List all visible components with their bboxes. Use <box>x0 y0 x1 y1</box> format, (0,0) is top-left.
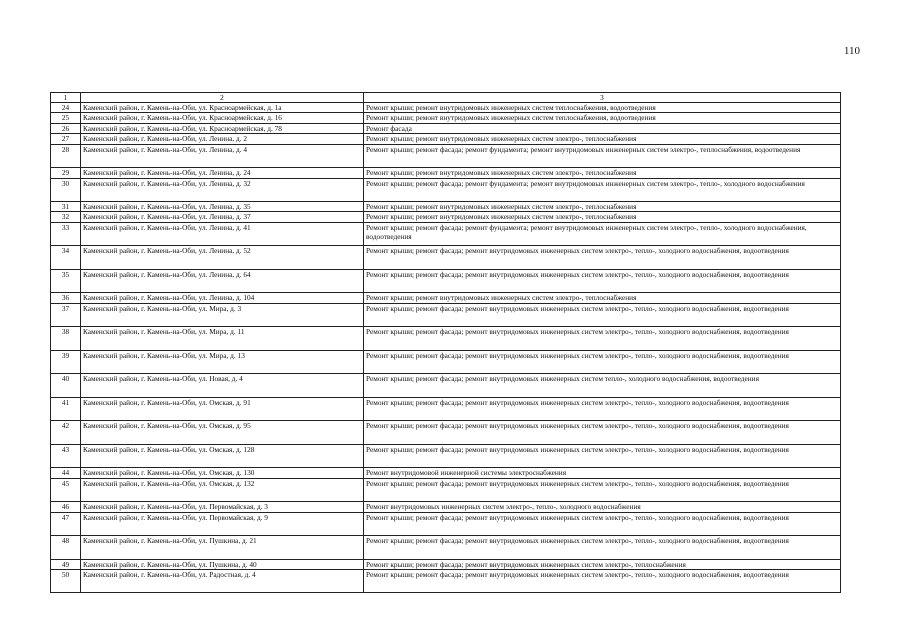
row-number-cell: 27 <box>51 134 81 144</box>
table-row <box>51 269 841 293</box>
row-number-cell: 32 <box>51 212 81 222</box>
table-row <box>51 444 841 468</box>
row-number-cell: 34 <box>51 246 81 270</box>
row-number-cell: 43 <box>51 444 81 468</box>
works-cell: Ремонт крыши; ремонт внутридомовых инженерных систем электро-, теплоснабжения <box>364 202 841 212</box>
table-row <box>51 113 841 123</box>
address-cell: Каменский район, г. Камень-на-Оби, ул. Омская, д. 91 <box>81 397 364 421</box>
row-number-cell: 38 <box>51 327 81 351</box>
row-number-cell: 50 <box>51 569 81 593</box>
table-row <box>51 327 841 351</box>
table-row <box>51 168 841 178</box>
row-number-cell: 37 <box>51 303 81 327</box>
works-cell: Ремонт крыши; ремонт фасада; ремонт внутридомовых инженерных систем электро-, тепло-, холодного водоснабжения, водоотведения <box>364 444 841 468</box>
address-cell: Каменский район, г. Камень-на-Оби, ул. Мира, д. 11 <box>81 327 364 351</box>
address-cell: Каменский район, г. Камень-на-Оби, ул. Ленина, д. 2 <box>81 134 364 144</box>
table-row <box>51 478 841 502</box>
table-row <box>51 202 841 212</box>
address-cell: Каменский район, г. Камень-на-Оби, ул. Ленина, д. 24 <box>81 168 364 178</box>
table-body <box>51 103 841 593</box>
row-number-cell: 29 <box>51 168 81 178</box>
page-number: 110 <box>843 45 860 57</box>
address-cell: Каменский район, г. Камень-на-Оби, ул. Ленина, д. 4 <box>81 144 364 168</box>
address-cell: Каменский район, г. Камень-на-Оби, ул. Омская, д. 132 <box>81 478 364 502</box>
repair-registry-table <box>50 92 841 593</box>
works-cell: Ремонт крыши; ремонт фасада; ремонт внутридомовых инженерных систем электро-, теплоснабжения <box>364 559 841 569</box>
address-cell: Каменский район, г. Камень-на-Оби, ул. Ленина, д. 35 <box>81 202 364 212</box>
row-number-cell: 49 <box>51 559 81 569</box>
works-cell: Ремонт внутридомовых инженерных систем электро-, тепло-, холодного водоснабжения <box>364 502 841 512</box>
address-cell: Каменский район, г. Камень-на-Оби, ул. Ленина, д. 37 <box>81 212 364 222</box>
table-row <box>51 374 841 398</box>
address-cell: Каменский район, г. Камень-на-Оби, ул. Радостная, д. 4 <box>81 569 364 593</box>
table-row <box>51 512 841 536</box>
table-row <box>51 222 841 246</box>
address-cell: Каменский район, г. Камень-на-Оби, ул. Ленина, д. 52 <box>81 246 364 270</box>
works-cell: Ремонт крыши; ремонт фасада; ремонт внутридомовых инженерных систем электро-, тепло-, холодного водоснабжения, водоотведения <box>364 536 841 560</box>
row-number-cell: 44 <box>51 468 81 478</box>
address-cell: Каменский район, г. Камень-на-Оби, ул. Пушкина, д. 21 <box>81 536 364 560</box>
table-row <box>51 468 841 478</box>
address-cell: Каменский район, г. Камень-на-Оби, ул. Пушкина, д. 40 <box>81 559 364 569</box>
row-number-cell: 31 <box>51 202 81 212</box>
works-cell: Ремонт крыши; ремонт фасада; ремонт фундамента; ремонт внутридомовых инженерных систем электро-, теплоснабжения, водоотведения <box>364 144 841 168</box>
row-number-cell: 48 <box>51 536 81 560</box>
address-cell: Каменский район, г. Камень-на-Оби, ул. Ленина, д. 104 <box>81 293 364 303</box>
table-row <box>51 303 841 327</box>
address-cell: Каменский район, г. Камень-на-Оби, ул. Новая, д. 4 <box>81 374 364 398</box>
works-cell: Ремонт внутридомовой инженерной системы электроснабжения <box>364 468 841 478</box>
row-number-cell: 40 <box>51 374 81 398</box>
table-row <box>51 350 841 374</box>
table-row <box>51 397 841 421</box>
table-row <box>51 103 841 113</box>
works-cell: Ремонт крыши; ремонт фасада; ремонт внутридомовых инженерных систем электро-, тепло-, холодного водоснабжения, водоотведения <box>364 421 841 445</box>
row-number-cell: 33 <box>51 222 81 246</box>
works-cell: Ремонт крыши; ремонт внутридомовых инженерных систем электро-, теплоснабжения <box>364 168 841 178</box>
table-row <box>51 569 841 593</box>
column-number-header-row <box>51 93 841 103</box>
address-cell: Каменский район, г. Камень-на-Оби, ул. Первомайская, д. 3 <box>81 502 364 512</box>
table-row <box>51 536 841 560</box>
row-number-cell: 42 <box>51 421 81 445</box>
row-number-cell: 30 <box>51 178 81 202</box>
works-cell: Ремонт крыши; ремонт фасада; ремонт фундамента; ремонт внутридомовых инженерных систем электро-, тепло-, холодного водоснабжения <box>364 178 841 202</box>
works-cell: Ремонт крыши; ремонт внутридомовых инженерных систем электро-, теплоснабжения <box>364 212 841 222</box>
table-row <box>51 212 841 222</box>
table-row <box>51 246 841 270</box>
works-cell: Ремонт крыши; ремонт фасада; ремонт внутридомовых инженерных систем электро-, тепло-, холодного водоснабжения, водоотведения <box>364 512 841 536</box>
row-number-cell: 46 <box>51 502 81 512</box>
works-cell: Ремонт крыши; ремонт фасада; ремонт внутридомовых инженерных систем тепло-, холодного водоснабжения, водоотведения <box>364 374 841 398</box>
works-cell: Ремонт фасада <box>364 123 841 133</box>
row-number-cell: 45 <box>51 478 81 502</box>
address-cell: Каменский район, г. Камень-на-Оби, ул. Омская, д. 130 <box>81 468 364 478</box>
address-cell: Каменский район, г. Камень-на-Оби, ул. Ленина, д. 64 <box>81 269 364 293</box>
column-number-3: 3 <box>364 93 841 103</box>
row-number-cell: 36 <box>51 293 81 303</box>
address-cell: Каменский район, г. Камень-на-Оби, ул. Мира, д. 3 <box>81 303 364 327</box>
works-cell: Ремонт крыши; ремонт фасада; ремонт внутридомовых инженерных систем электро-, тепло-, холодного водоснабжения, водоотведения <box>364 327 841 351</box>
table-row <box>51 134 841 144</box>
row-number-cell: 28 <box>51 144 81 168</box>
works-cell: Ремонт крыши; ремонт фасада; ремонт внутридомовых инженерных систем электро-, тепло-, холодного водоснабжения, водоотведения <box>364 350 841 374</box>
table-row <box>51 559 841 569</box>
table-row <box>51 144 841 168</box>
table-row <box>51 421 841 445</box>
address-cell: Каменский район, г. Камень-на-Оби, ул. Красноармейская, д. 16 <box>81 113 364 123</box>
works-cell: Ремонт крыши; ремонт фасада; ремонт внутридомовых инженерных систем электро-, тепло-, холодного водоснабжения, водоотведения <box>364 569 841 593</box>
address-cell: Каменский район, г. Камень-на-Оби, ул. Ленина, д. 41 <box>81 222 364 246</box>
works-cell: Ремонт крыши; ремонт фасада; ремонт внутридомовых инженерных систем электро-, тепло-, холодного водоснабжения, водоотведения <box>364 246 841 270</box>
works-cell: Ремонт крыши; ремонт фасада; ремонт внутридомовых инженерных систем электро-, тепло-, холодного водоснабжения, водоотведения <box>364 478 841 502</box>
works-cell: Ремонт крыши; ремонт внутридомовых инженерных систем теплоснабжения, водоотведения <box>364 113 841 123</box>
works-cell: Ремонт крыши; ремонт внутридомовых инженерных систем электро-, теплоснабжения <box>364 293 841 303</box>
works-cell: Ремонт крыши; ремонт фасада; ремонт внутридомовых инженерных систем электро-, тепло-, холодного водоснабжения, водоотведения <box>364 397 841 421</box>
row-number-cell: 35 <box>51 269 81 293</box>
table-row <box>51 178 841 202</box>
row-number-cell: 39 <box>51 350 81 374</box>
address-cell: Каменский район, г. Камень-на-Оби, ул. Мира, д. 13 <box>81 350 364 374</box>
address-cell: Каменский район, г. Камень-на-Оби, ул. Омская, д. 95 <box>81 421 364 445</box>
works-cell: Ремонт крыши; ремонт фасада; ремонт фундамента; ремонт внутридомовых инженерных систем электро-, тепло-, холодного водоснабжения, водоотведения <box>364 222 841 246</box>
column-number-1: 1 <box>51 93 81 103</box>
row-number-cell: 26 <box>51 123 81 133</box>
table-row <box>51 293 841 303</box>
address-cell: Каменский район, г. Камень-на-Оби, ул. Омская, д. 128 <box>81 444 364 468</box>
works-cell: Ремонт крыши; ремонт фасада; ремонт внутридомовых инженерных систем электро-, тепло-, холодного водоснабжения, водоотведения <box>364 269 841 293</box>
table-row <box>51 502 841 512</box>
address-cell: Каменский район, г. Камень-на-Оби, ул. Ленина, д. 32 <box>81 178 364 202</box>
address-cell: Каменский район, г. Камень-на-Оби, ул. Первомайская, д. 9 <box>81 512 364 536</box>
address-cell: Каменский район, г. Камень-на-Оби, ул. Красноармейская, д. 78 <box>81 123 364 133</box>
works-cell: Ремонт крыши; ремонт внутридомовых инженерных систем теплоснабжения, водоотведения <box>364 103 841 113</box>
table-row <box>51 123 841 133</box>
row-number-cell: 47 <box>51 512 81 536</box>
address-cell: Каменский район, г. Камень-на-Оби, ул. Красноармейская, д. 1а <box>81 103 364 113</box>
row-number-cell: 24 <box>51 103 81 113</box>
row-number-cell: 41 <box>51 397 81 421</box>
works-cell: Ремонт крыши; ремонт фасада; ремонт внутридомовых инженерных систем электро-, тепло-, холодного водоснабжения, водоотведения <box>364 303 841 327</box>
works-cell: Ремонт крыши; ремонт внутридомовых инженерных систем электро-, теплоснабжения <box>364 134 841 144</box>
column-number-2: 2 <box>81 93 364 103</box>
row-number-cell: 25 <box>51 113 81 123</box>
